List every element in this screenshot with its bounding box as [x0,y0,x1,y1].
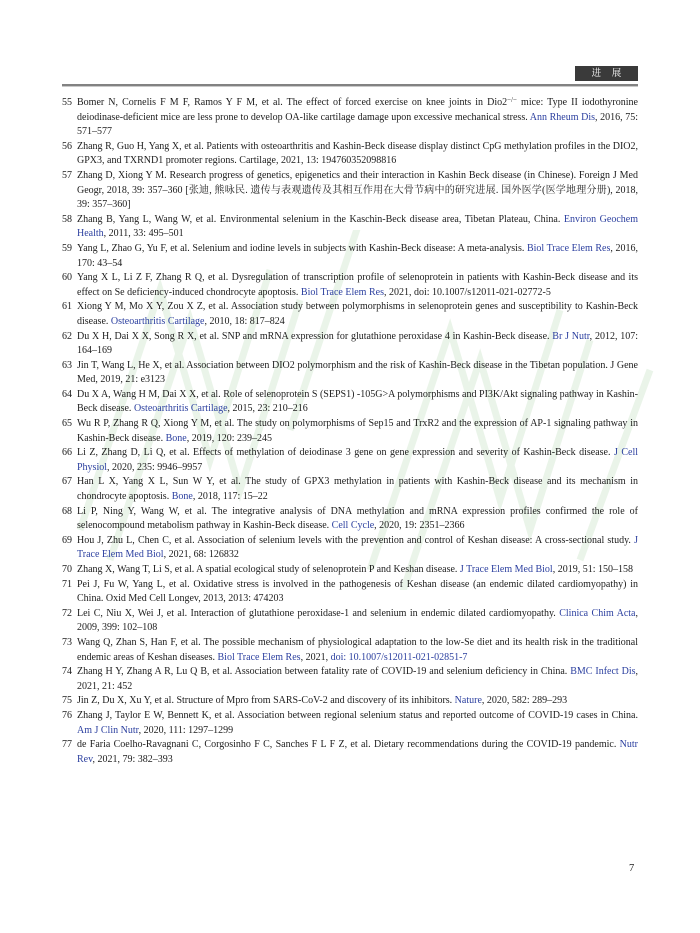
reference-text [77,331,638,357]
reference-text-segment: Xiong Y M, Mo X Y, Zou X Z, et al. Association study between polymorphisms in selenoprotein genes and susceptibility to Kashin-Beck disease. [77,301,638,327]
reference-text-segment: Bomer N, Cornelis F M F, Ramos Y F M, et al. The effect of forced exercise on knee joints in Dio2 [77,97,508,108]
reference-number: 59 [62,242,72,254]
reference-item [62,694,638,709]
reference-number: 76 [62,709,72,721]
journal-link[interactable]: Clinica Chim Acta [559,607,636,619]
reference-item [62,563,638,578]
journal-link[interactable]: doi: 10.1007/s12011-021-02851-7 [330,651,468,663]
journal-link[interactable]: Biol Trace Elem Res [217,651,301,663]
reference-item [62,738,638,767]
section-tag-badge: 进 展 [575,66,638,81]
journal-link[interactable]: Cell Cycle [331,520,375,532]
reference-text [77,666,638,692]
reference-number: 58 [62,213,72,225]
reference-text-segment: Zhang H Y, Zhang A R, Lu Q B, et al. Association between fatality rate of COVID-19 and selenium deficiency in China. [77,666,571,678]
reference-item [62,636,638,665]
reference-text [77,418,638,444]
reference-text-segment: Zhang X, Wang T, Li S, et al. A spatial ecological study of selenoprotein P and Keshan disease. [77,564,460,575]
reference-item [62,709,638,738]
reference-text-segment: , 2021, doi: 10.1007/s12011-021-02772-5 [383,286,551,298]
journal-link[interactable]: Bone [171,491,193,503]
reference-text [77,170,638,210]
reference-item [62,607,638,636]
reference-text-segment: Zhang R, Guo H, Yang X, et al. Patients with osteoarthritis and Kashin-Beck disease display distinct CpG methylation profiles in the DIO2, GPX3, and TXRND1 promoter regions. Cartilage, 2021, 13: 194760352098816 [77,140,638,167]
journal-link[interactable]: J Trace Elem Med Biol [77,534,638,561]
reference-text [77,695,567,706]
reference-item [62,446,638,475]
reference-text-segment: Lei C, Niu X, Wei J, et al. Interaction of glutathione peroxidase-1 and selenium in endemic dilated cardiomyopathy. [77,607,560,619]
journal-link[interactable]: Biol Trace Elem Res [526,242,611,254]
reference-number: 71 [62,578,72,590]
reference-item [62,242,638,271]
reference-text-segment: , 2016, 170: 43–54 [77,242,638,269]
journal-link[interactable]: J Cell Physiol [77,447,638,473]
reference-item [62,388,638,417]
reference-number: 70 [62,564,72,575]
journal-link[interactable]: Nature [454,695,482,707]
reference-item [62,140,638,169]
reference-number: 55 [62,97,72,108]
reference-text-segment: Du X A, Wang H M, Dai X X, et al. Role of selenoprotein S (SEPS1) -105G>A polymorphisms and PI3K/Akt signaling pathway in Kashin-Beck disease. [77,388,638,415]
reference-text-segment: Yang X L, Li Z F, Zhang R Q, et al. Dysregulation of transcription profile of selenoprotein in patients with Kashin-Beck disease and its effect on Se deficiency-induced chondrocyte apoptosis. [77,272,638,298]
reference-text-segment: Wu R P, Zhang R Q, Xiong Y M, et al. The study on polymorphisms of Sep15 and TrxR2 and the expression of AP-1 signaling pathway in Kashin-Beck disease. [77,418,638,444]
reference-text [77,301,638,327]
reference-text-segment: Yang L, Zhao G, Yu F, et al. Selenium and iodine levels in subjects with Kashin-Beck disease: A meta-analysis. [77,242,527,254]
reference-number: 66 [62,447,72,459]
reference-text-segment: , 2021, 79: 382–393 [92,753,173,765]
reference-item [62,417,638,446]
reference-number: 62 [62,330,72,342]
journal-link[interactable]: Bone [165,432,187,444]
reference-item [62,578,638,607]
reference-item [62,213,638,242]
reference-item [62,96,638,140]
reference-text [77,243,638,269]
journal-link[interactable]: Am J Clin Nutr [77,724,139,736]
reference-text [77,579,638,605]
reference-item [62,475,638,504]
reference-text-segment: , 2016, 75: 571–577 [77,111,639,138]
reference-text-segment: , 2011, 33: 495–501 [103,228,184,240]
reference-text [77,214,638,240]
reference-number: 67 [62,476,72,488]
reference-text-segment: Hou J, Zhu L, Chen C, et al. Association of selenium levels with the prevention and control of Keshan disease: A cross-sectional study. [77,534,635,546]
reference-text-segment: Zhang D, Xiong Y M. Research progress of genetics, epigenetics and their interaction in Kashin Beck disease (in Chinese). Foreign J Med Geogr, 2018, 39: 357–360 [张迪, 熊咏民. 遗传与表观遗传及其相互作用在大骨节病中的研究进展. 国外医学(医学地理分册), 2018, 39: 357–360] [77,169,638,211]
reference-text-segment: Han L X, Yang X L, Sun W Y, et al. The study of GPX3 methylation in patients with Kashin-Beck disease and its mechanism in chondrocyte apoptosis. [77,476,638,503]
reference-text-segment: , 2020, 235: 9946–9957 [107,461,203,473]
reference-number: 64 [62,388,72,400]
reference-text [77,360,638,386]
header-rule [62,84,638,87]
reference-number: 69 [62,534,72,546]
reference-text [77,97,638,137]
reference-number: 60 [62,272,72,284]
reference-number: 72 [62,607,72,619]
reference-number: 68 [62,505,72,517]
reference-item [62,300,638,329]
reference-text-segment: Wang Q, Zhan S, Han F, et al. The possible mechanism of physiological adaptation to the low-Se diet and its health risk in the traditional endemic areas of Keshan diseases. [77,636,638,663]
reference-text [77,535,638,561]
reference-text-segment: , 2020, 582: 289–293 [481,695,568,707]
reference-text [77,272,638,298]
reference-item [62,330,638,359]
reference-text [77,447,638,473]
reference-text [77,564,633,575]
reference-text-segment: Du X H, Dai X X, Song R X, et al. SNP and mRNA expression for glutathione peroxidase 4 in Kashin-Beck disease. [77,330,553,342]
superscript-text: −/− [507,95,517,104]
journal-link[interactable]: Biol Trace Elem Res [300,286,384,298]
reference-number: 65 [62,418,72,430]
reference-text-segment: , 2020, 19: 2351–2366 [374,520,465,532]
reference-text-segment: Li P, Ning Y, Wang W, et al. The integrative analysis of DNA methylation and mRNA expression profiles confirmed the role of selenocompound metabolism pathway in Kashin-Beck disease. [77,505,638,532]
reference-text [77,710,638,736]
reference-text-segment: Jin Z, Du X, Xu Y, et al. Structure of Mpro from SARS-CoV-2 and discovery of its inhibitors. [77,695,455,707]
reference-number: 73 [62,636,72,648]
reference-text-segment: , 2021, 68: 126832 [163,549,239,561]
reference-item [62,359,638,388]
reference-text-segment: Pei J, Fu W, Yang L, et al. Oxidative stress is involved in the pathogenesis of Keshan disease (an endemic dilated cardiomyopathy) in China. Oxid Med Cell Longev, 2013, 2013: 474203 [77,578,638,605]
reference-text-segment: , 2019, 51: 150–158 [552,564,633,575]
journal-link[interactable]: Ann Rheum Dis [529,111,596,123]
reference-text-segment: Zhang B, Yang L, Wang W, et al. Environmental selenium in the Kaschin-Beck disease area, Tibetan Plateau, China. [77,213,564,225]
reference-text-segment: , 2015, 23: 210–216 [227,403,308,415]
reference-number: 61 [62,301,72,313]
journal-link[interactable]: Osteoarthritis Cartilage [133,403,228,415]
reference-text-segment: Jin T, Wang L, He X, et al. Association between DIO2 polymorphism and the risk of Kashin-Beck disease in the Tibetan population. J Gene Med, 2019, 21: e3123 [77,359,638,386]
reference-text [77,739,638,765]
reference-list [62,96,638,767]
journal-link[interactable]: Osteoarthritis Cartilage [110,315,205,327]
reference-text-segment: de Faria Coelho-Ravagnani C, Corgosinho F C, Sanches F L F Z, et al. Dietary recommendations during the COVID-19 pandemic. [77,739,620,751]
reference-number: 77 [62,739,72,751]
reference-text [77,506,638,532]
reference-text [77,389,638,415]
reference-text-segment: Zhang J, Taylor E W, Bennett K, et al. Association between regional selenium status and reported outcome of COVID-19 cases in China. [77,709,638,721]
reference-item [62,169,638,213]
reference-number: 56 [62,140,72,152]
journal-link[interactable]: Br J Nutr [552,330,590,342]
reference-text-segment: Li Z, Zhang D, Li Q, et al. Effects of methylation of deiodinase 3 gene on gene expression and severity of Kashin-Beck disease. [77,447,614,459]
journal-link[interactable]: Environ Geochem Health [77,213,638,240]
reference-text-segment: , 2021, 21: 452 [77,666,638,692]
reference-text-segment: , 2012, 107: 164–169 [77,330,638,357]
reference-text [77,637,638,663]
journal-link[interactable]: BMC Infect Dis [570,666,636,678]
reference-text [77,608,638,634]
reference-number: 57 [62,169,72,181]
reference-text [77,476,638,502]
reference-text-segment: mice: Type II iodothyronine deiodinase-deficient mice are less prone to develop OA-like cartilage damage upon excessive mechanical stress. [77,97,638,123]
reference-text-segment: , 2009, 399: 102–108 [77,607,639,634]
reference-item [62,665,638,694]
reference-text-segment: , 2021, [300,651,331,663]
reference-number: 75 [62,695,72,707]
reference-text-segment: , 2020, 111: 1297–1299 [138,724,234,736]
reference-text-segment: , 2018, 117: 15–22 [192,491,268,503]
reference-text-segment: , 2019, 120: 239–245 [186,432,272,444]
reference-item [62,505,638,534]
page-number: 7 [629,863,635,874]
journal-link[interactable]: J Trace Elem Med Biol [459,564,553,575]
reference-item [62,271,638,300]
reference-number: 63 [62,359,72,371]
reference-text-segment: , 2010, 18: 817–824 [204,315,285,327]
reference-number: 74 [62,666,72,678]
reference-text [77,141,638,167]
reference-item [62,534,638,563]
journal-link[interactable]: Nutr Rev [77,739,638,765]
